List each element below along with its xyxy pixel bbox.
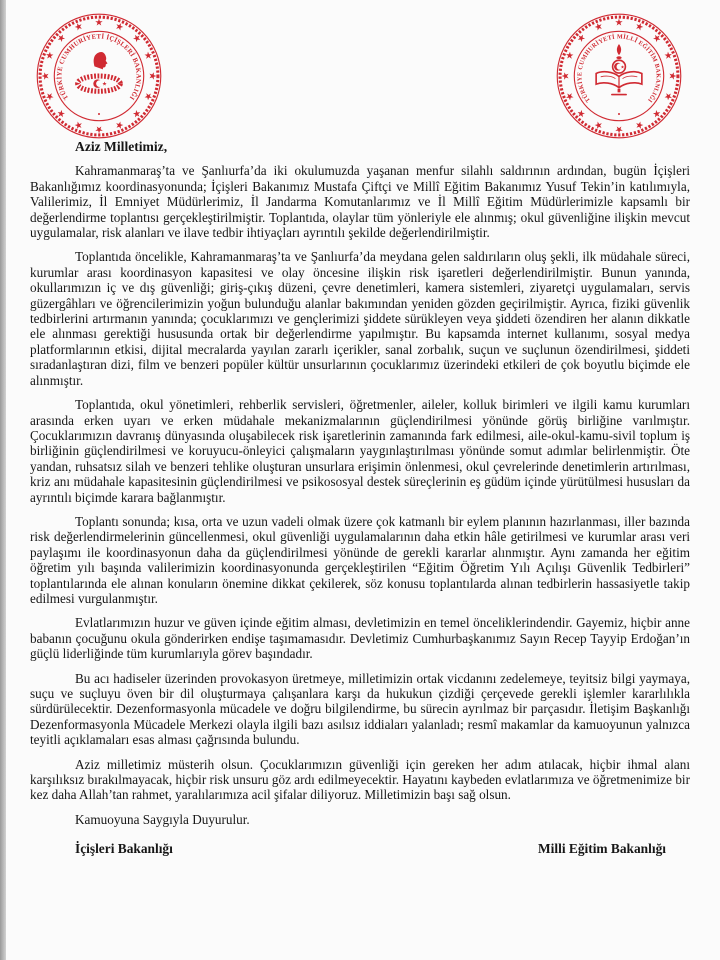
svg-text:★: ★ [614, 17, 624, 29]
paragraph-2: Toplantıda öncelikle, Kahramanmaraş’ta ve Şanlıurfa’da meydana gelen saldırıların oluş şekli, ilk müdahale süreci, kurumlar arası koordinasyon kapasitesi ve olay öncesine ilişkin risk işaretleri değerlendirilmiştir. Bunun yanında, okullarımızın iç ve dış güvenliği; giriş-çıkış düzeni, çevre denetimleri, kamera sistemleri, ziyaretçi uygulamaları, servis güzergâhları ve öğrencilerimizin yoğun bulunduğu alanlar bakımından yeniden gözden geçirilmiştir. Ayrıca, fiziki güvenlik tedbirlerini artırmanın yanında; çocuklarımızı ve gençlerimizi şiddete sürükleyen veya şiddeti özendiren her alanın dikkatle ele alınması gerektiği hususunda ortak bir değerlendirme yapılmıştır. Bu kapsamda internet kullanımı, sosyal medya platformlarının etkisi, dijital mecralarda yayılan zararlı içerikler, sanal zorbalık, suçun ve suçlunun özendirilmesi, şiddeti sıradanlaştıran dizi, film ve benzeri popüler kültür unsurlarının çocuklarımız üzerindeki etkileri de çok boyutlu biçimde ele alınmıştır. [30, 249, 690, 388]
svg-text:★: ★ [563, 90, 577, 103]
paragraph-6: Bu acı hadiseler üzerinden provokasyon üretmeye, milletimizin ortak vicdanını zedelemeye, teyitsiz bilgi yaymaya, suçu ve suçluyu öven bir dil oluşturmaya çalışanlara karşı da hukukun çizdiği çerçevede gerekli işlemler kararlılıkla sürdürülecektir. Dezenformasyonla mücadele ve doğru bilgilendirme, bu sürecin ayrılmaz bir parçasıdır. İletişim Başkanlığı Dezenformasyonla Mücadele Merkezi olayla ilgili bazı asılsız iddiaları yalanladı; resmî makamlar da kamuoyunun yalnızca teyitli açıklamaları esas alması çağrısında bulundu. [30, 670, 690, 748]
svg-text:★: ★ [54, 31, 69, 46]
svg-text:★: ★ [113, 118, 126, 132]
svg-text:★: ★ [661, 49, 675, 62]
svg-text:★: ★ [129, 31, 144, 46]
torch-icon [616, 44, 621, 59]
svg-text:★: ★ [574, 31, 589, 46]
paragraph-1: Kahramanmaraş’ta ve Şanlıurfa’da iki okulumuzda yaşanan menfur silahlı saldırının ardından, bugün İçişleri Bakanlığımız koordinasyonunda; İçişleri Bakanımız Mustafa Çiftçi ve Millî Eğitim Bakanımız Yusuf Tekin’in katılımıyla, Valilerimiz, İl Emniyet Müdürlerimiz, İl Jandarma Komutanlarımız ve İl Millî Eğitim Müdürlerimizle kapsamlı bir değerlendirme toplantısı gerçekleştirilmiştir. Toplantıda, olaylar tüm yönleriyle ele alınmış; okul güvenliğine ilişkin mevcut uygulamalar, risk alanları ve ilave tedbir ihtiyaçları ayrıntılı şekilde değerlendirilmiştir. [30, 163, 690, 241]
svg-text:★: ★ [43, 90, 57, 103]
signature-education-ministry: Milli Eğitim Bakanlığı [538, 841, 666, 857]
seal-separator-dot [618, 113, 620, 115]
svg-text:★: ★ [592, 20, 605, 34]
document-body [30, 139, 690, 857]
svg-text:★: ★ [141, 90, 155, 103]
svg-text:★: ★ [649, 106, 664, 121]
svg-text:★: ★ [614, 123, 624, 135]
svg-text:★: ★ [94, 123, 104, 135]
svg-text:★: ★ [620, 65, 625, 71]
signature-interior-ministry: İçişleri Bakanlığı [75, 841, 173, 857]
svg-text:★: ★ [101, 81, 107, 88]
crescent-star-ring-icon [613, 60, 626, 73]
education-seal-circular-text: TÜRKİYE CUMHURİYETİ MİLLÎ EĞİTİM BAKANLIĞI [576, 33, 662, 104]
open-book-icon [596, 72, 642, 95]
svg-text:★: ★ [574, 106, 589, 121]
closing-line: Kamuoyuna Saygıyla Duyurulur. [75, 811, 250, 827]
scan-edge-artifact [0, 0, 6, 960]
svg-text:★: ★ [94, 17, 104, 29]
svg-text:★: ★ [146, 71, 158, 81]
interior-seal-circular-text: TÜRKİYE CUMHURİYETİ İÇİŞLERİ BAKANLIĞI [56, 33, 142, 101]
seal-separator-dot [98, 113, 100, 115]
svg-text:★: ★ [633, 20, 646, 34]
paragraph-5: Evlatlarımızın huzur ve güven içinde eğitim alması, devletimizin en temel önceliklerindendir. Gayemiz, hiçbir anne babanın çocuğunu okula gönderirken endişe taşımamasıdır. Devletimiz Cumhurbaşkanımız Sayın Recep Tayyip Erdoğan’ın güçlü liderliğinde tüm kurumlarıyla görev başındadır. [30, 615, 690, 662]
svg-text:★: ★ [649, 31, 664, 46]
svg-text:★: ★ [54, 106, 69, 121]
svg-text:★: ★ [666, 71, 678, 81]
svg-text:★: ★ [113, 20, 126, 34]
svg-text:★: ★ [141, 49, 155, 62]
paragraph-7: Aziz milletimiz müsterih olsun. Çocuklarımızın güvenliği için gereken her adım atılacak, hiçbir ihmal alanı karşılıksız bırakılmayacak, hiçbir risk unsuru göz ardı edilmeyecektir. Hayatını kaybeden evlatlarımıza ve öğretmenimize bir kez daha Allah’tan rahmet, yaralılarımıza acil şifalar diliyoruz. Milletimizin başı sağ olsun. [30, 756, 690, 803]
signature-row [30, 836, 690, 856]
svg-text:★: ★ [40, 71, 52, 81]
svg-text:★: ★ [129, 106, 144, 121]
svg-text:★: ★ [560, 71, 572, 81]
salutation: Aziz Milletimiz, [75, 139, 168, 154]
ataturk-silhouette-icon [94, 52, 108, 69]
sunburst-crescent-star-icon [78, 76, 121, 91]
paragraph-4: Toplantı sonunda; kısa, orta ve uzun vadeli olmak üzere çok katmanlı bir eylem planının hazırlanması, iller bazında risk değerlendirmelerinin güncellenmesi, okul güvenliği uygulamalarının daha etkin hâle getirilmesi ve kurumlar arası veri paylaşımı ile koordinasyonun daha da güçlendirilmesi yönünde de gerekli kararlar alınmıştır. Aynı zamanda her eğitim öğretim yılı başında valilerimizin koordinasyonunda gerçekleştirilen “Eğitim Öğretim Yılı Açılışı Güvenlik Tedbirleri” toplantılarında ele alınan konuların önemine dikkat çekilerek, söz konusu toplantılarda alınan tedbirlerin hassasiyetle takip edilmesi vurgulanmıştır. [30, 513, 690, 606]
svg-text:★: ★ [72, 20, 85, 34]
svg-text:★: ★ [43, 49, 57, 62]
paragraph-3: Toplantıda, okul yönetimleri, rehberlik servisleri, öğretmenler, aileler, kolluk birimleri ve ilgili kamu kurumları arasında erken uyarı ve erken müdahale mekanizmalarının güçlendirilmesi yönünde görüş birliğine varılmıştır. Çocuklarımızın davranış dünyasında oluşabilecek risk işaretlerinin zamanında fark edilmesi, aile-okul-kamu-sivil toplum iş birliğinin güçlendirilmesi ve koruyucu-önleyici çalışmaların yaygınlaştırılması yönünde somut adımlar belirlenmiştir. Öte yandan, ruhsatsız silah ve benzeri tehlike oluşturan unsurlara erişimin önlenmesi, okul çevrelerinde denetimlerin artırılması, kriz anı müdahale kapasitesinin güçlendirilmesi ve psikososyal destek süreçlerinin eş güdüm içinde yürütülmesi hususları da ayrıntılı biçimde karara bağlanmıştır. [30, 397, 690, 505]
education-ministry-seal [556, 13, 682, 139]
svg-text:★: ★ [661, 90, 675, 103]
svg-text:★: ★ [633, 118, 646, 132]
interior-ministry-seal [36, 13, 162, 139]
svg-text:★: ★ [592, 118, 605, 132]
svg-text:★: ★ [72, 118, 85, 132]
svg-text:★: ★ [563, 49, 577, 62]
